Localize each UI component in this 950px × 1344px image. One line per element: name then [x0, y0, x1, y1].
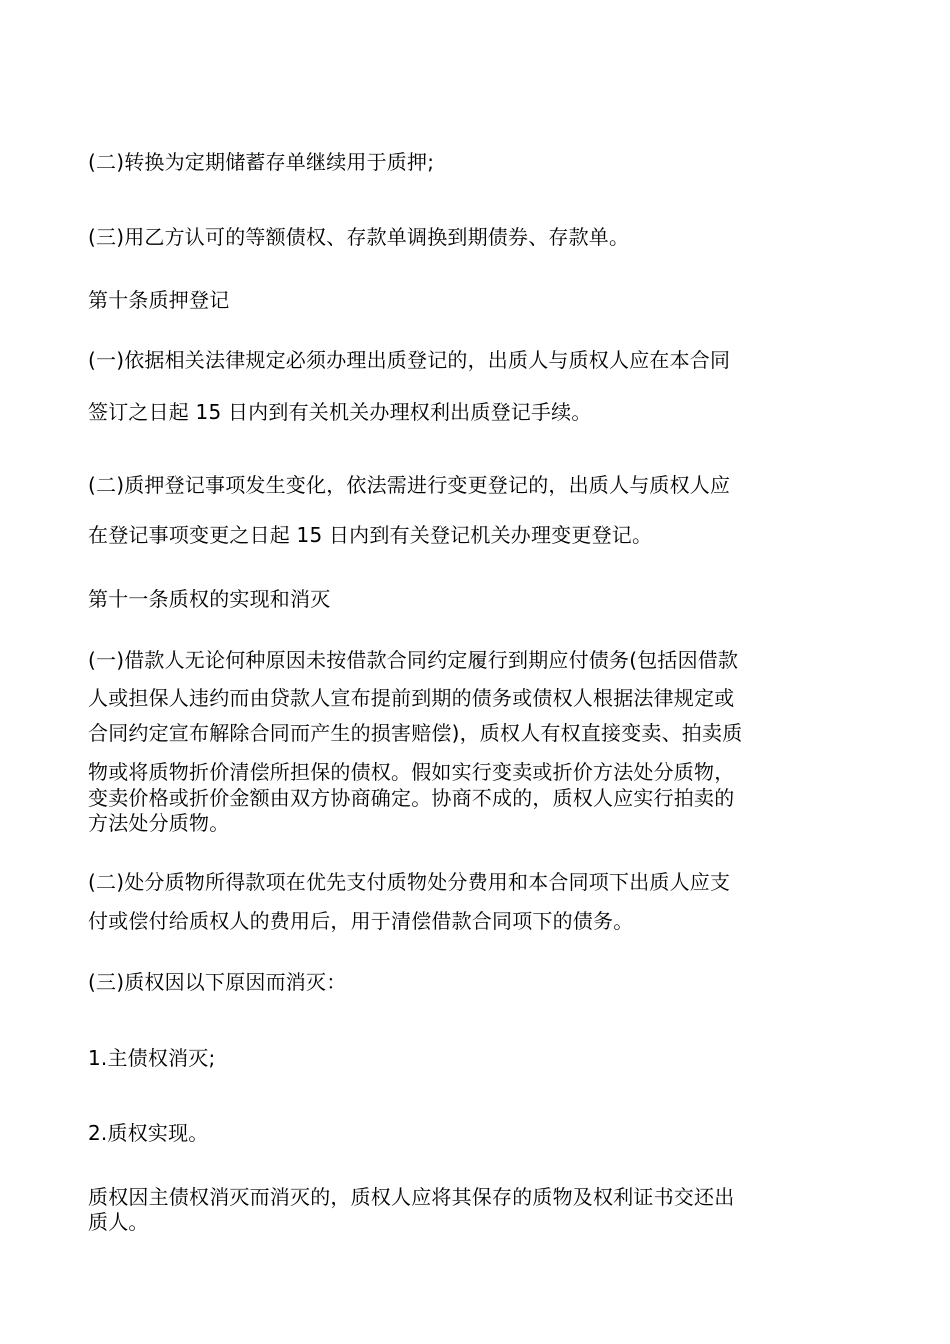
section-heading: 第十条质押登记	[88, 288, 230, 312]
text-line: 质权因主债权消灭而消灭的，质权人应将其保存的质物及权利证书交还出	[88, 1185, 735, 1209]
text-line: (二)转换为定期储蓄存单继续用于质押;	[88, 150, 435, 174]
text-line: 合同约定宣布解除合同而产生的损害赔偿)，质权人有权直接变卖、拍卖质	[88, 721, 743, 745]
text-line: 物或将质物折价清偿所担保的债权。假如实行变卖或折价方法处分质物，	[88, 760, 735, 784]
list-item: 1.主债权消灭;	[88, 1046, 216, 1070]
text-line: (二)质押登记事项发生变化，依法需进行变更登记的，出质人与质权人应	[88, 473, 731, 497]
list-item: 2.质权实现。	[88, 1121, 209, 1145]
text-line: (二)处分质物所得款项在优先支付质物处分费用和本合同项下出质人应支	[88, 870, 731, 894]
text-line: (三)质权因以下原因而消灭：	[88, 970, 347, 994]
text-line: 变卖价格或折价金额由双方协商确定。协商不成的，质权人应实行拍卖的	[88, 786, 735, 810]
text-line: 付或偿付给质权人的费用后，用于清偿借款合同项下的债务。	[88, 909, 634, 933]
text-line: (一)依据相关法律规定必须办理出质登记的，出质人与质权人应在本合同	[88, 348, 731, 372]
text-line: (三)用乙方认可的等额债权、存款单调换到期债券、存款单。	[88, 225, 630, 249]
text-line: 签订之日起 15 日内到有关机关办理权利出质登记手续。	[88, 400, 592, 424]
text-line: 人或担保人违约而由贷款人宣布提前到期的债务或债权人根据法律规定或	[88, 686, 735, 710]
text-line: 方法处分质物。	[88, 811, 230, 835]
section-heading: 第十一条质权的实现和消灭	[88, 587, 331, 611]
text-line: (一)借款人无论何种原因未按借款合同约定履行到期应付债务(包括因借款	[88, 648, 739, 672]
text-line: 在登记事项变更之日起 15 日内到有关登记机关办理变更登记。	[88, 523, 653, 547]
text-line: 质人。	[88, 1210, 149, 1234]
